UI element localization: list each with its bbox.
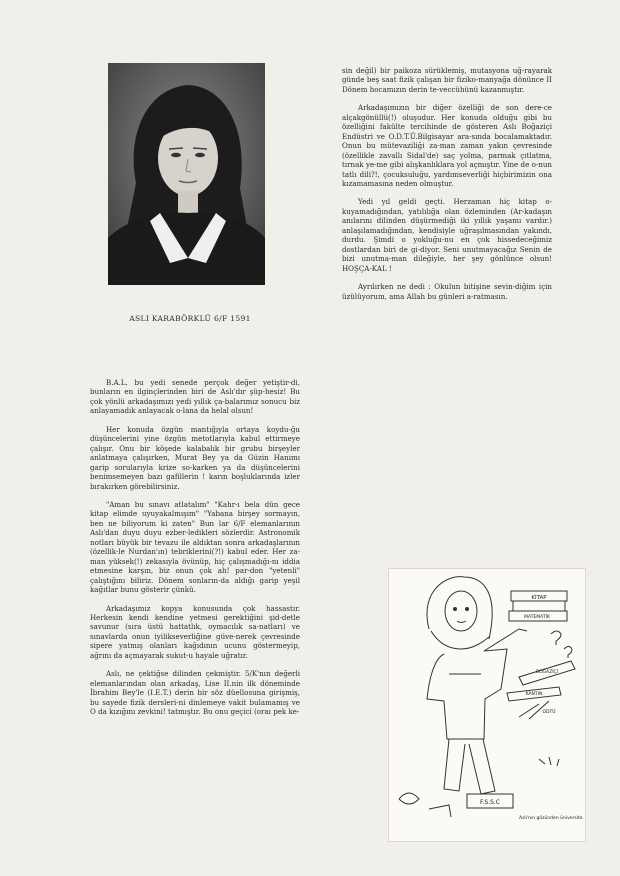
paragraph: sin değil) bir paikoza sürüklemiş, mutasyona uğ-rayarak günde beş saat fizik çalışan bir fiziko-manyağa dönünce II Dönem hocamızın derin te-veccühünü kazanmıştır.	[342, 66, 552, 94]
sketch-label: BOĞAZİÇİ	[536, 670, 558, 675]
sketch-label: KİTAP	[531, 595, 547, 601]
sketch-label: MATEMATİK	[524, 615, 550, 620]
student-portrait-photo	[108, 63, 265, 285]
sketch-label: Aslı'nın gözünden üniversite	[519, 816, 583, 821]
paragraph: B.A.L. bu yedi senede perçok değer yetiştir-di, bunların en ilginçlerinden biri de Aslı'dır şüp-hesiz! Bu çok yönlü arkadaşımızı yedi yıllık ça-balarımız sonucu biz anlayamadık anlayacak o-lana da helal olsun!	[90, 378, 300, 416]
paragraph: Arkadaşımızın bir diğer özelliği de son dere-ce alçakgönüllü(!) oluşudur. Her konuda olduğu gibi bu özelliğini fakülte tercihinde de gösteren Aslı Boğaziçi Endüstri ve O.D.T.Ü.Bilgisayar ara-sında bocalamaktadır. Onun bu mütevaziliği za-man zaman yakın çevresinde (özellikle zavallı Sidal'de) saç yolma, parmak çıtlatma, tırnak ye-me gibi alışkanlıklara yol açmıştır. Yine de o-nun tatlı dili?!, çocuksuluğu, yardımseverliği hiçbirimizin ona kızamamasına neden olmuştur.	[342, 103, 552, 188]
paragraph: Arkadaşımız kopya konusunda çok hassastır. Herkesin kendi kendine yetmesi gerektiğini şid-detle savunur (sıra üstü hattatlık, oymacılık sa-natları) ve sınavlarda onun iyilikseverliğine güve-nerek çevresinde sipere yatmış olanları kağıdının ucunu göstermeyip, ağrını da açmayarak sukut-u hayale uğratır.	[90, 603, 300, 660]
sketch-label: KANTIN	[525, 692, 543, 697]
sketch-label: ODTÜ	[542, 710, 556, 715]
paragraph: Aslı, ne çektiğse dilinden çekmiştir. 5/K'nın değerli elemanlarından olan arkadaş, Lise II.nin ilk döneminde İbrahim Bey'le (I.E.T.) derin bir söz düellosuna girişmiş, bu sayede fizik dersleri-ni dinlemeye vakit bulamamış ve O da kızığını zevkini! tatmıştır. Bu onu geçici (oraı pek ke-	[90, 669, 300, 717]
paragraph: Yedi yıl geldi geçti. Herzaman hiç kitap o-kuyamadığından, yatılılığa olan özleminden (Ar-kadaşın anılarını dilinden düşürmediği iki yıllık yaşamı vardır.) anlaşılamadığından, kendisiyle uğraşılmasından yakındı, durdu. Şimdi o yokluğu-nu en çok hissedeceğimiz dostlardan biri de gi-diyor. Seni unutmayacağız Senin de bizi unutma-man dileğiyle, her şey gönlünce olsun! HOŞÇA-KAL !	[342, 197, 552, 273]
paragraph: "Aman bu sınavı atlatalım" "Kahr-ı bela dün gece kitap elimde uyuyakalmışım" "Yabana birşey sormayın, ben ne biliyorum ki zaten" Bun lar 6/F elemanlarının Aslı'dan duyu duyu ezber-ledikleri sözlerdir. Astronomik notları büyük bir tevazu ile aldıktan sonra arkadaşlarının (özellik-le Nurdan'ın) tebriklerini(?!) kabul eder. Her za-man yüksek(!) zekasıyla övünüp, hiç çalışmadığı-nı iddia etmesine karşın, biz onun çok ah! par-don "yetenli" çalıştığını biliriz. Dönem sonların-da aldığı garip yeşil kağıtlar bunu gösterir çünkü.	[90, 499, 300, 595]
photo-caption: ASLI KARABÖRKLÜ 6/F 1591	[129, 314, 251, 323]
sketch-label: F.S.S.C	[479, 799, 501, 806]
cartoon-sketch	[388, 568, 586, 842]
right-text-column	[342, 66, 552, 310]
left-text-column	[90, 378, 300, 726]
paragraph: Her konuda özgün mantığıyla ortaya koydu-ğu düşüncelerini yine özgün metotlarıyla kabul ettirmeye çalışır. Onu bir köşede kalabalık bir grubu birşeyler anlatmaya çalışırken, Murat Bey ya da Güzin Hanımı garip sorularıyla krize so-karken ya da düşüncelerini benimsemeyen bazı gafillerin ! karın boşluklarında izler bırakırken görebilirsiniz.	[90, 424, 300, 491]
paragraph: Ayrılırken ne dedi : Okulun bitişine sevin-diğim için üzülüyorum, ama Allah bu günleri a-ratmasın.	[342, 282, 552, 301]
